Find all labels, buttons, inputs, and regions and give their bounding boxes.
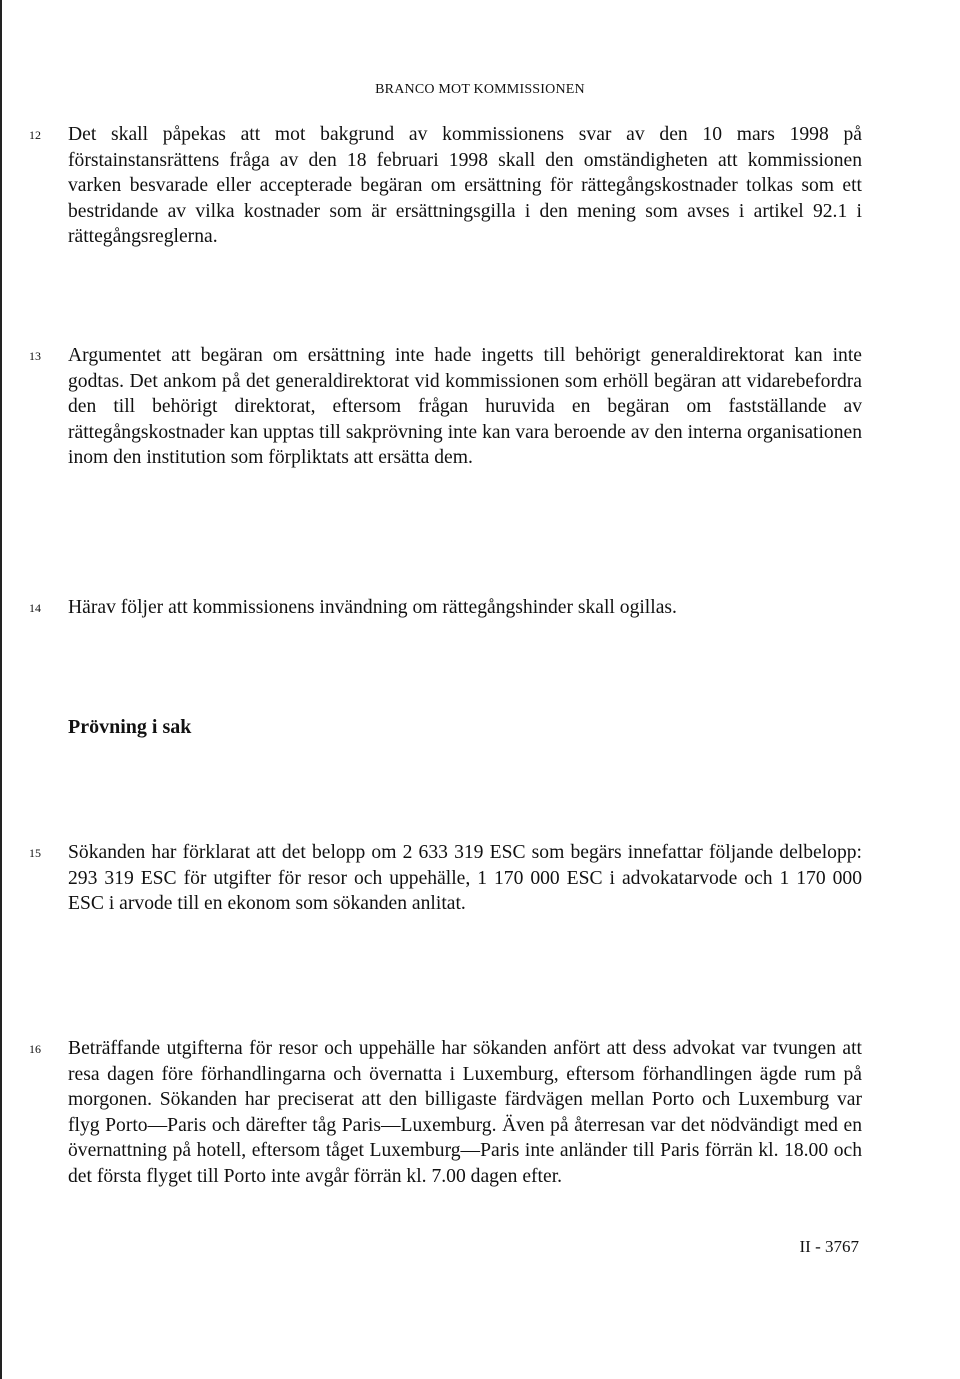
paragraph-15: Sökanden har förklarat att det belopp om 2 633 319 ESC som begärs innefattar följande delbelopp: 293 319 ESC för utgifter för resor och uppehälle, 1 170 000 ESC i advokatarvode och 1 170 000 ESC i arvode till en ekonom som sökanden anlitat. [68, 842, 862, 914]
page-edge-line [0, 0, 2, 1379]
paragraph-12: Det skall påpekas att mot bakgrund av kommissionens svar av den 10 mars 1998 på förstainstansrättens fråga av den 18 februari 1998 skall den omständigheten att kommissionen varken besvarade eller accepterade begäran om ersättning för rättegångskostnader tolkas som ett bestridande av vilka kostnader som är ersättningsgilla i den mening som avses i artikel 92.1 i rättegångsreglerna. [68, 124, 862, 247]
paragraph-number-16: 16 [29, 1042, 41, 1056]
paragraph-13: Argumentet att begäran om ersättning inte hade ingetts till behörigt generaldirektorat kan inte godtas. Det ankom på det generaldirektorat vid kommissionen som erhöll begäran att vidarebefordra den till behörigt direktorat, eftersom frågan huruvida en begäran om fastställande av rättegångskostnader kan upptas till sakprövning inte kan vara beroende av den interna organisationen inom den institution som förpliktats att ersätta dem. [68, 345, 862, 468]
section-heading: Prövning i sak [68, 716, 192, 738]
paragraph-14: Härav följer att kommissionens invändning om rättegångshinder skall ogillas. [68, 597, 677, 618]
paragraph-16: Beträffande utgifterna för resor och uppehälle har sökanden anfört att dess advokat var tvungen att resa dagen före förhandlingarna och övernatta i Luxemburg, eftersom förhandlingen ägde rum på morgonen. Sökanden har preciserat att den billigaste färdvägen mellan Porto och Luxemburg var flyg Porto—Paris och därefter tåg Paris—Luxemburg. Även på återresan var det nödvändigt med en övernattning på hotell, eftersom tåget Luxemburg—Paris inte anländer till Paris förrän kl. 18.00 och det första flyget till Porto inte avgår förrän kl. 7.00 dagen efter. [68, 1038, 862, 1187]
paragraph-number-13: 13 [29, 349, 41, 363]
page-number: II - 3767 [799, 1237, 859, 1256]
paragraph-number-15: 15 [29, 846, 41, 860]
paragraph-number-14: 14 [29, 601, 41, 615]
running-header: BRANCO MOT KOMMISSIONEN [375, 82, 585, 97]
paragraph-number-12: 12 [29, 128, 41, 142]
